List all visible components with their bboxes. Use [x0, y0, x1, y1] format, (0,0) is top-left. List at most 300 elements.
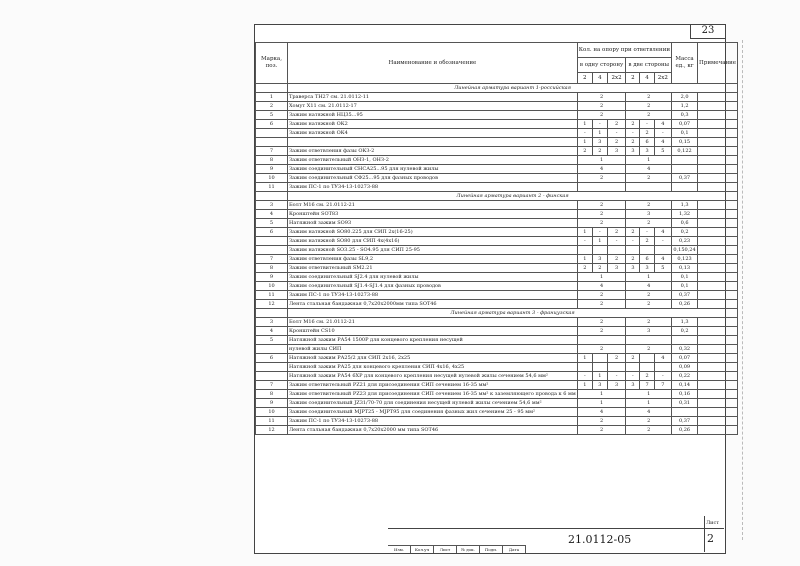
- row-mark: [256, 363, 288, 372]
- qty-two-sides: 2: [626, 111, 672, 120]
- table-row: [256, 219, 738, 228]
- qty-cell: 3: [607, 147, 626, 156]
- qty-cell: [640, 363, 654, 372]
- qty-cell: 3: [640, 147, 654, 156]
- table-row: [256, 264, 738, 273]
- header-sub-3: 2: [626, 73, 640, 84]
- row-note: [698, 210, 738, 219]
- qty-two-sides: 2: [626, 345, 672, 354]
- specification-table: [255, 42, 738, 435]
- section-title: Линейная арматура вариант 2 - финская: [288, 192, 738, 201]
- qty-cell: 2: [592, 147, 607, 156]
- row-mark: 10: [256, 174, 288, 183]
- qty-cell: [592, 363, 607, 372]
- row-name: Лента стальная бандажная 0,7х20х2000мм типа SOT46: [288, 300, 578, 309]
- row-mark: 7: [256, 381, 288, 390]
- row-name: Натяжной зажим РА54 1500Р для концевого крепления несущей: [288, 336, 578, 345]
- row-mass: 0,37: [672, 417, 698, 426]
- table-row: [256, 138, 738, 147]
- header-qty-group: Кол. на опору при ответвлении: [577, 43, 671, 58]
- row-mass: 0,31: [672, 399, 698, 408]
- table-row: [256, 210, 738, 219]
- header-two-sides: в две стороны: [626, 58, 672, 73]
- row-note: [698, 372, 738, 381]
- row-note: [698, 300, 738, 309]
- row-note: [698, 291, 738, 300]
- qty-cell: -: [626, 237, 640, 246]
- row-mass: 0,123: [672, 255, 698, 264]
- header-one-side: в одну сторону: [577, 58, 626, 73]
- table-row: [256, 201, 738, 210]
- qty-cell: 7: [654, 381, 671, 390]
- qty-cell: -: [607, 129, 626, 138]
- qty-two-sides: [626, 336, 672, 345]
- stamp-cells: [388, 545, 526, 553]
- row-mark: [256, 138, 288, 147]
- qty-cell: [626, 246, 640, 255]
- qty-cell: 2: [577, 147, 592, 156]
- stamp-cell-5: Дата: [503, 546, 526, 553]
- qty-cell: 2: [626, 228, 640, 237]
- qty-cell: -: [626, 372, 640, 381]
- row-mark: 4: [256, 327, 288, 336]
- qty-one-side: 1: [577, 390, 626, 399]
- row-name: Кронштейн SOT83: [288, 210, 578, 219]
- row-name: Зажим ответвления фазы SL9,2: [288, 255, 578, 264]
- row-mass: 1,3: [672, 318, 698, 327]
- row-note: [698, 102, 738, 111]
- row-note: [698, 246, 738, 255]
- table-row: [256, 165, 738, 174]
- qty-cell: 2: [626, 138, 640, 147]
- qty-cell: -: [654, 372, 671, 381]
- stamp-cell-2: Лист: [434, 546, 457, 553]
- row-mark: [256, 237, 288, 246]
- qty-two-sides: 4: [626, 282, 672, 291]
- table-row: [256, 354, 738, 363]
- row-mass: [672, 165, 698, 174]
- row-mark: 6: [256, 228, 288, 237]
- qty-one-side: 4: [577, 282, 626, 291]
- qty-two-sides: 1: [626, 156, 672, 165]
- row-name: Кронштейн CS10: [288, 327, 578, 336]
- qty-one-side: 2: [577, 102, 626, 111]
- qty-one-side: 2: [577, 300, 626, 309]
- qty-one-side: [577, 183, 626, 192]
- qty-cell: 5: [654, 147, 671, 156]
- qty-cell: [640, 354, 654, 363]
- row-name: Зажим ответвительный ОНЗ-1, ОНЗ-2: [288, 156, 578, 165]
- row-mass: 0,3: [672, 111, 698, 120]
- header-sub-1: 4: [592, 73, 607, 84]
- row-note: [698, 282, 738, 291]
- header-mark: Марка, поз.: [256, 43, 288, 84]
- row-note: [698, 417, 738, 426]
- row-mass: 0,150,24: [673, 246, 696, 253]
- qty-two-sides: 2: [626, 417, 672, 426]
- row-mass: 1,3: [672, 201, 698, 210]
- qty-cell: 6: [640, 255, 654, 264]
- qty-cell: -: [654, 237, 671, 246]
- qty-cell: 3: [640, 264, 654, 273]
- row-name: Натяжной зажим РА54 6ХР для концевого крепления несущей нулевой жилы сечением 54,6 мм²: [288, 372, 578, 381]
- qty-cell: 1: [577, 255, 592, 264]
- row-mark: 11: [256, 183, 288, 192]
- table-row: [256, 246, 738, 255]
- row-mass: 0,1: [672, 129, 698, 138]
- qty-one-side: 4: [577, 165, 626, 174]
- row-name: Зажим ответвления фазы ОКЗ-2: [288, 147, 578, 156]
- qty-cell: -: [577, 237, 592, 246]
- row-mark: 9: [256, 399, 288, 408]
- row-mark: 1: [256, 93, 288, 102]
- qty-cell: 1: [577, 120, 592, 129]
- header-mass: Масса ед., кг: [672, 43, 698, 84]
- qty-two-sides: 2: [626, 291, 672, 300]
- row-mark: 5: [256, 336, 288, 345]
- table-row: [256, 372, 738, 381]
- title-block: [388, 528, 724, 553]
- row-mass: 0,16: [672, 390, 698, 399]
- row-name: Хомут Х11 см. 21.0112-17: [288, 102, 578, 111]
- qty-two-sides: 2: [626, 93, 672, 102]
- row-note: [698, 156, 738, 165]
- qty-cell: 2: [626, 255, 640, 264]
- qty-one-side: 4: [577, 408, 626, 417]
- row-mark: 8: [256, 264, 288, 273]
- row-name: Зажим ответвительный SM2.21: [288, 264, 578, 273]
- qty-cell: -: [577, 129, 592, 138]
- qty-one-side: 2: [577, 219, 626, 228]
- table-row: [256, 345, 738, 354]
- table-row: [256, 390, 738, 399]
- qty-two-sides: 2: [626, 102, 672, 111]
- stamp-cell-0: Изм.: [388, 546, 411, 553]
- row-mark: 12: [256, 300, 288, 309]
- table-row: [256, 273, 738, 282]
- qty-cell: -: [592, 228, 607, 237]
- row-note: [698, 174, 738, 183]
- row-mark: 9: [256, 165, 288, 174]
- qty-cell: 1: [592, 372, 607, 381]
- table-row: [256, 129, 738, 138]
- qty-one-side: 2: [577, 201, 626, 210]
- header-sub-2: 2х2: [607, 73, 626, 84]
- qty-cell: [607, 246, 626, 255]
- row-mass: [672, 156, 698, 165]
- row-mass: 0,26: [672, 426, 698, 435]
- table-cell: [256, 192, 288, 201]
- qty-one-side: 2: [577, 111, 626, 120]
- qty-one-side: [577, 336, 626, 345]
- row-note: [698, 228, 738, 237]
- row-mass: 0,22: [672, 372, 698, 381]
- row-note: [698, 219, 738, 228]
- qty-cell: 3: [592, 255, 607, 264]
- table-row: [256, 183, 738, 192]
- row-note: [698, 408, 738, 417]
- row-mark: 3: [256, 201, 288, 210]
- table-row: [256, 282, 738, 291]
- row-name: Болт М16 см. 21.0112-21: [288, 201, 578, 210]
- row-note: [698, 399, 738, 408]
- row-mass: 1,32: [672, 210, 698, 219]
- table-row: [256, 417, 738, 426]
- qty-cell: 3: [607, 264, 626, 273]
- sheet-number: 2: [707, 532, 714, 545]
- row-note: [698, 165, 738, 174]
- qty-cell: 3: [607, 381, 626, 390]
- row-name: Зажим соединительный MJPT25 - MJPT95 для соединения фазных жил сечением 25 - 95 мм²: [288, 408, 578, 417]
- qty-cell: 1: [577, 228, 592, 237]
- qty-cell: -: [592, 120, 607, 129]
- row-name: Зажим соединительный SJ1.4-SJ1.4 для фазных проводов: [288, 282, 578, 291]
- row-mass: 0,13: [672, 264, 698, 273]
- row-mass: [672, 408, 698, 417]
- table-row: [256, 399, 738, 408]
- header-sub-4: 4: [640, 73, 654, 84]
- row-mass: 0,14: [672, 381, 698, 390]
- row-note: [698, 318, 738, 327]
- row-name: Зажим ПС-1 по ТУ34-13-10273-88: [288, 417, 578, 426]
- row-mass: 2,0: [672, 93, 698, 102]
- row-name: Зажим соединительный SJ2.4 для нулевой жилы: [288, 273, 578, 282]
- qty-one-side: 2: [577, 417, 626, 426]
- qty-cell: 1: [592, 129, 607, 138]
- row-name: Зажим натяжной ОК4: [288, 129, 578, 138]
- qty-one-side: 2: [577, 93, 626, 102]
- row-mass: 0,122: [672, 147, 698, 156]
- qty-cell: -: [654, 129, 671, 138]
- qty-cell: -: [640, 228, 654, 237]
- table-row: [256, 300, 738, 309]
- qty-cell: 2: [607, 354, 626, 363]
- qty-one-side: 1: [577, 399, 626, 408]
- qty-cell: 4: [654, 255, 671, 264]
- row-name: Зажим ответвительный PZ21 для присоединения СИП сечением 16-35 мм²: [288, 381, 578, 390]
- table-row: [256, 255, 738, 264]
- row-name: Зажим соединительный СФ25...95 для фазных проводов: [288, 174, 578, 183]
- row-mark: 7: [256, 147, 288, 156]
- row-mark: 4: [256, 210, 288, 219]
- row-mark: [256, 129, 288, 138]
- qty-cell: 2: [626, 120, 640, 129]
- row-mass: 0,09: [672, 363, 698, 372]
- qty-two-sides: 4: [626, 165, 672, 174]
- row-name: Зажим натяжной SO80 для СИП 4х(4х16): [288, 237, 578, 246]
- table-cell: [256, 84, 288, 93]
- row-name: Зажим натяжной ОК2: [288, 120, 578, 129]
- qty-one-side: 2: [577, 291, 626, 300]
- row-note: [698, 345, 738, 354]
- table-row: [256, 120, 738, 129]
- row-note: [698, 381, 738, 390]
- qty-cell: -: [577, 372, 592, 381]
- table-row: [256, 336, 738, 345]
- page-number: 23: [690, 24, 725, 39]
- qty-two-sides: 2: [626, 174, 672, 183]
- qty-cell: 4: [654, 228, 671, 237]
- row-name: Натяжной зажим SO93: [288, 219, 578, 228]
- sheet-label: Лист: [706, 520, 720, 526]
- qty-cell: [654, 363, 671, 372]
- row-note: [698, 93, 738, 102]
- table-row: [256, 309, 738, 318]
- row-name: Зажим натяжной SO80.225 для СИП 2х(16-25): [288, 228, 578, 237]
- qty-cell: [654, 246, 671, 255]
- table-row: [256, 381, 738, 390]
- row-note: [698, 201, 738, 210]
- qty-one-side: 1: [577, 273, 626, 282]
- header-sub-5: 2х2: [654, 73, 671, 84]
- qty-cell: 5: [654, 264, 671, 273]
- row-name: Натяжной зажим РА25 для концевого крепления СИП 4х16, 4х25: [288, 363, 578, 372]
- section-title: Линейная арматура вариант 1-российская: [288, 84, 738, 93]
- qty-cell: [640, 246, 654, 255]
- qty-cell: 2: [577, 264, 592, 273]
- qty-cell: 1: [577, 354, 592, 363]
- qty-cell: 2: [607, 120, 626, 129]
- row-mark: 8: [256, 390, 288, 399]
- row-mass: 0,15: [672, 138, 698, 147]
- row-mark: [256, 345, 288, 354]
- row-mark: [256, 372, 288, 381]
- qty-cell: 4: [654, 120, 671, 129]
- row-mark: 2: [256, 102, 288, 111]
- qty-one-side: 2: [577, 327, 626, 336]
- row-name: Зажим натяжной НЦ35...95: [288, 111, 578, 120]
- qty-two-sides: 3: [626, 210, 672, 219]
- row-note: [698, 354, 738, 363]
- header-sub-0: 2: [577, 73, 592, 84]
- qty-two-sides: 1: [626, 390, 672, 399]
- table-row: [256, 147, 738, 156]
- qty-cell: -: [640, 120, 654, 129]
- row-mass: 0,1: [672, 273, 698, 282]
- row-name: Лента стальная бандажная 0,7х20х2000 мм типа SOT46: [288, 426, 578, 435]
- row-note: [698, 120, 738, 129]
- qty-cell: 4: [654, 138, 671, 147]
- qty-cell: 3: [626, 147, 640, 156]
- row-mark: 5: [256, 111, 288, 120]
- row-mass: 0,07: [672, 120, 698, 129]
- row-mark: 3: [256, 318, 288, 327]
- stamp-cell-3: № док.: [457, 546, 480, 553]
- qty-cell: 3: [626, 264, 640, 273]
- qty-two-sides: 2: [626, 201, 672, 210]
- qty-cell: 2: [626, 354, 640, 363]
- row-name: Зажим ПС-1 по ТУ34-13-10273-88: [288, 291, 578, 300]
- qty-cell: [607, 363, 626, 372]
- row-note: [698, 336, 738, 345]
- qty-cell: 7: [640, 381, 654, 390]
- row-mark: 10: [256, 408, 288, 417]
- table-row: [256, 291, 738, 300]
- table-row: [256, 318, 738, 327]
- row-mark: 7: [256, 255, 288, 264]
- row-name: Зажим ПС-1 по ТУ34-13-10273-88: [288, 183, 578, 192]
- row-mark: 5: [256, 219, 288, 228]
- row-mark: [256, 246, 288, 255]
- stamp-cell-1: Кол.уч: [411, 546, 434, 553]
- row-note: [698, 183, 738, 192]
- qty-cell: [626, 363, 640, 372]
- qty-cell: -: [607, 372, 626, 381]
- table-row: [256, 237, 738, 246]
- row-mark: 11: [256, 291, 288, 300]
- qty-cell: [577, 363, 592, 372]
- row-mass: 0,37: [672, 291, 698, 300]
- margin-line: [742, 40, 743, 540]
- table-row: [256, 174, 738, 183]
- qty-cell: [592, 354, 607, 363]
- row-name: Зажим ответвительный PZ23 для присоединения СИП сечением 16-35 мм² к заземляющего провода к 6 мм: [289, 390, 576, 397]
- table-row: [256, 156, 738, 165]
- header-note: Примечание: [698, 43, 738, 84]
- qty-cell: 2: [592, 264, 607, 273]
- row-name: Болт М16 см. 21.0112-21: [288, 318, 578, 327]
- row-mark: 12: [256, 426, 288, 435]
- row-mass: 0,2: [672, 228, 698, 237]
- qty-two-sides: 2: [626, 426, 672, 435]
- table-row: [256, 408, 738, 417]
- stamp-cell-4: Подп.: [480, 546, 503, 553]
- row-note: [698, 273, 738, 282]
- header-name: Наименование и обозначение: [288, 43, 578, 84]
- table-row: [256, 363, 738, 372]
- qty-cell: 3: [592, 138, 607, 147]
- row-mark: 10: [256, 282, 288, 291]
- qty-cell: [592, 246, 607, 255]
- row-note: [698, 147, 738, 156]
- qty-one-side: 1: [577, 156, 626, 165]
- row-note: [698, 138, 738, 147]
- table-row: [256, 228, 738, 237]
- table-cell: [256, 309, 288, 318]
- qty-cell: -: [626, 129, 640, 138]
- table-row: [256, 93, 738, 102]
- row-mass: [672, 336, 698, 345]
- section-title: Линейная арматура вариант 3 - французская: [288, 309, 738, 318]
- qty-cell: 3: [592, 381, 607, 390]
- qty-two-sides: 2: [626, 219, 672, 228]
- row-mass: 0,23: [672, 237, 698, 246]
- qty-cell: 2: [640, 372, 654, 381]
- qty-cell: [577, 246, 592, 255]
- qty-two-sides: 3: [626, 327, 672, 336]
- qty-one-side: 2: [577, 318, 626, 327]
- row-mass: 0,2: [672, 327, 698, 336]
- qty-cell: 2: [607, 138, 626, 147]
- row-note: [698, 255, 738, 264]
- row-mark: 6: [256, 120, 288, 129]
- row-note: [698, 111, 738, 120]
- qty-two-sides: 2: [626, 300, 672, 309]
- table-row: [256, 192, 738, 201]
- table-row: [256, 84, 738, 93]
- row-mass: [672, 183, 698, 192]
- row-note: [698, 327, 738, 336]
- row-note: [698, 426, 738, 435]
- row-mark: 9: [256, 273, 288, 282]
- row-name: Зажим соединительный JZ31/70-70 для соединения несущей нулевой жилы сечением 54,6 мм²: [288, 399, 578, 408]
- qty-two-sides: 1: [626, 273, 672, 282]
- qty-two-sides: 2: [626, 318, 672, 327]
- qty-one-side: 2: [577, 210, 626, 219]
- row-name: Натяжной зажим РА25/2 для СИП 2х16, 2х25: [288, 354, 578, 363]
- row-note: [698, 129, 738, 138]
- row-name: нулевой жилы СИП: [288, 345, 578, 354]
